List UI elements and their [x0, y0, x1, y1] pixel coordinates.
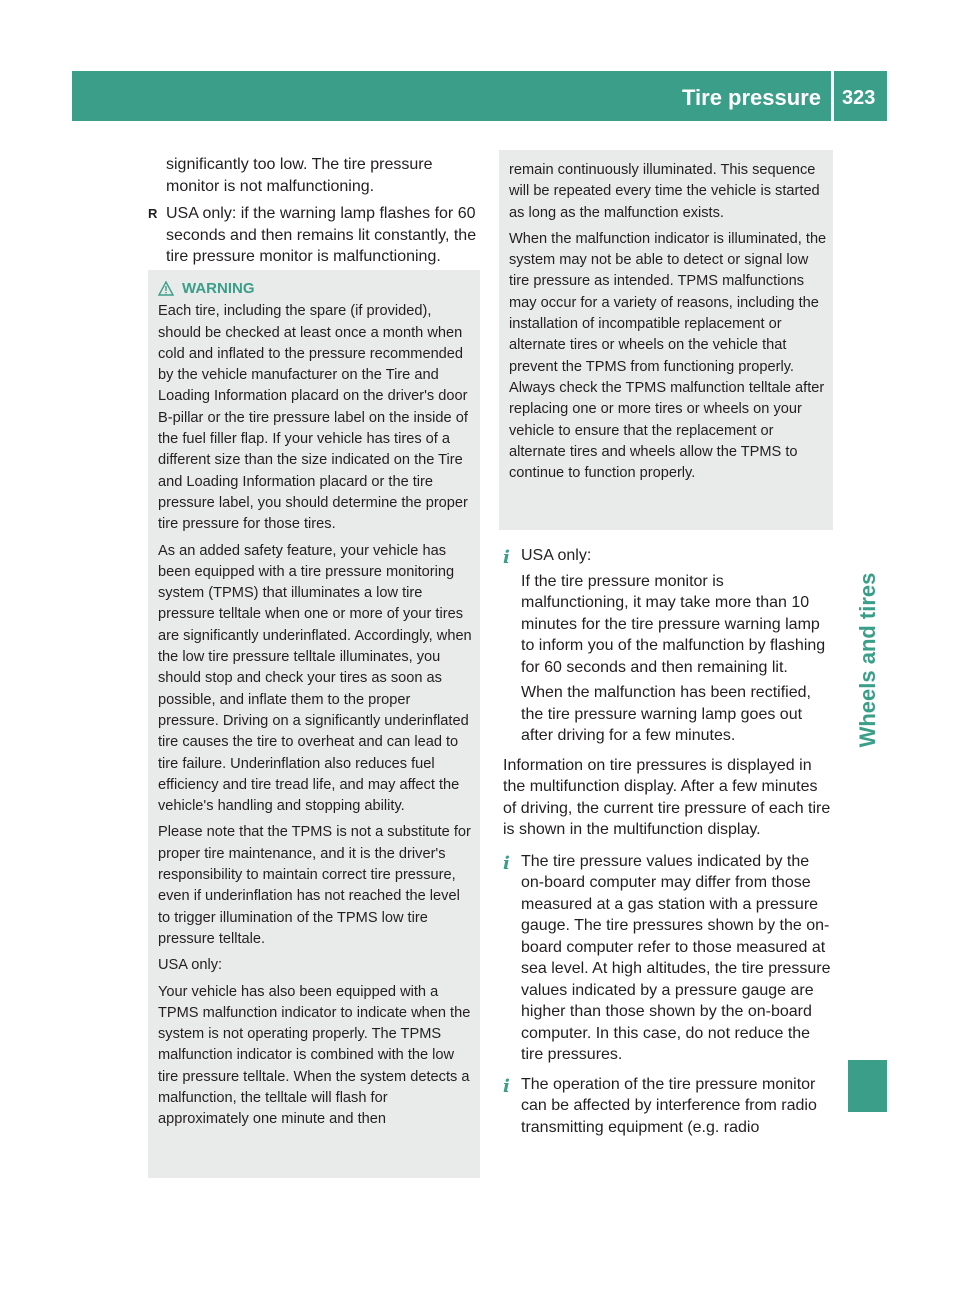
info-icon: i	[503, 547, 510, 568]
section-marker	[848, 1060, 887, 1112]
info-text: When the malfunction has been rectified, the tire pressure warning lamp goes out after driving for a few minutes.	[521, 684, 811, 744]
info-note	[503, 851, 833, 1066]
warning-paragraph: As an added safety feature, your vehicle has been equipped with a tire pressure monitoring system (TPMS) that illuminates a low tire pressure telltale when one or more of your tires are significantly underinflated. Accordingly, when the low tire pressure telltale illuminates, you should stop and check your tires as soon as possible, and inflate them to the proper pressure. Driving on a significantly underinflated tire causes the tire to overheat and can lead to tire failure. Underinflation also reduces fuel efficiency and tire tread life, and may affect the vehicle's handling and stopping ability.	[158, 542, 472, 815]
page-title: Tire pressure	[681, 85, 821, 110]
warning-paragraph: remain continuously illuminated. This sequence will be repeated every time the vehicle is started as long as the malfunction exists.	[509, 162, 820, 221]
section-tab-label: Wheels and tires	[854, 572, 880, 748]
bullet-mark: R	[148, 206, 158, 221]
warning-paragraph: Each tire, including the spare (if provided), should be checked at least once a month when cold and inflated to the pressure recommended by the vehicle manufacturer on the Tire and Loading Information placard on the driver's door B-pillar or the tire pressure label on the inside of the fuel filler flap. If your vehicle has tires of a different size than the size indicated on the Tire and Loading Information placard or the tire pressure label, you should determine the proper tire pressure for those tires.	[158, 303, 468, 533]
info-icon: i	[503, 852, 510, 874]
info-note	[503, 1074, 833, 1139]
warning-paragraph: Your vehicle has also been equipped with a TPMS malfunction indicator to indicate when the system is not operating properly. The TPMS malfunction indicator is combined with the low tire pressure telltale. When the system detects a malfunction, the telltale will flash for approximately one minute and then	[158, 983, 471, 1128]
bullet-text: USA only: if the warning lamp flashes for 60 seconds and then remains lit constantly, the tire pressure monitor is malfunctioning.	[166, 205, 477, 265]
body-text: Information on tire pressures is displayed in the multifunction display. After a few minutes of driving, the current tire pressure of each tire is shown in the multifunction display.	[503, 756, 831, 838]
info-text: The tire pressure values indicated by the on-board computer may differ from those measured at a gas station with a pressure gauge. The tire pressures shown by the on-board computer refer to those measured at sea level. At high altitudes, the tire pressure values indicated by a pressure gauge are higher than those shown by the on-board computer. In this case, do not reduce the tire pressures.	[521, 852, 831, 1063]
bullet-item	[148, 203, 478, 268]
continuation-text: significantly too low. The tire pressure monitor is not malfunctioning.	[166, 156, 433, 195]
header-divider	[831, 71, 834, 121]
info-note	[503, 545, 833, 747]
info-text: If the tire pressure monitor is malfunctioning, it may take more than 10 minutes for the tire pressure warning lamp to inform you of the malfunction by flashing for 60 seconds and then remaining lit.	[521, 572, 826, 676]
warning-heading-text: WARNING	[182, 280, 255, 297]
header-bar	[72, 71, 887, 121]
section-tab	[848, 560, 887, 760]
warning-triangle-icon	[158, 281, 174, 296]
left-column	[148, 154, 478, 274]
warning-paragraph: When the malfunction indicator is illuminated, the system may not be able to detect or signal low tire pressure as intended. TPMS malfunctions may occur for a variety of reasons, including the installation of incompatible replacement or alternate tires or wheels on the vehicle that prevent the TPMS from functioning properly. Always check the TPMS malfunction telltale after replacing one or more tires or wheels on your vehicle to ensure that the replacement or alternate tires and wheels allow the TPMS to continue to function properly.	[509, 230, 827, 482]
right-column	[503, 545, 833, 1146]
info-text: The operation of the tire pressure monitor can be affected by interference from radio transmitting equipment (e.g. radio	[521, 1075, 817, 1136]
page-number: 323	[842, 87, 876, 109]
warning-paragraph: Please note that the TPMS is not a substitute for proper tire maintenance, and it is the driver's responsibility to maintain correct tire pressure, even if underinflation has not reached the level to trigger illumination of the TPMS low tire pressure telltale.	[158, 824, 471, 947]
warning-heading	[158, 278, 474, 299]
warning-continuation-box	[499, 150, 833, 530]
info-icon: i	[503, 1075, 510, 1097]
warning-box	[148, 270, 480, 1178]
warning-paragraph: USA only:	[158, 957, 223, 974]
info-title: USA only:	[521, 547, 592, 564]
